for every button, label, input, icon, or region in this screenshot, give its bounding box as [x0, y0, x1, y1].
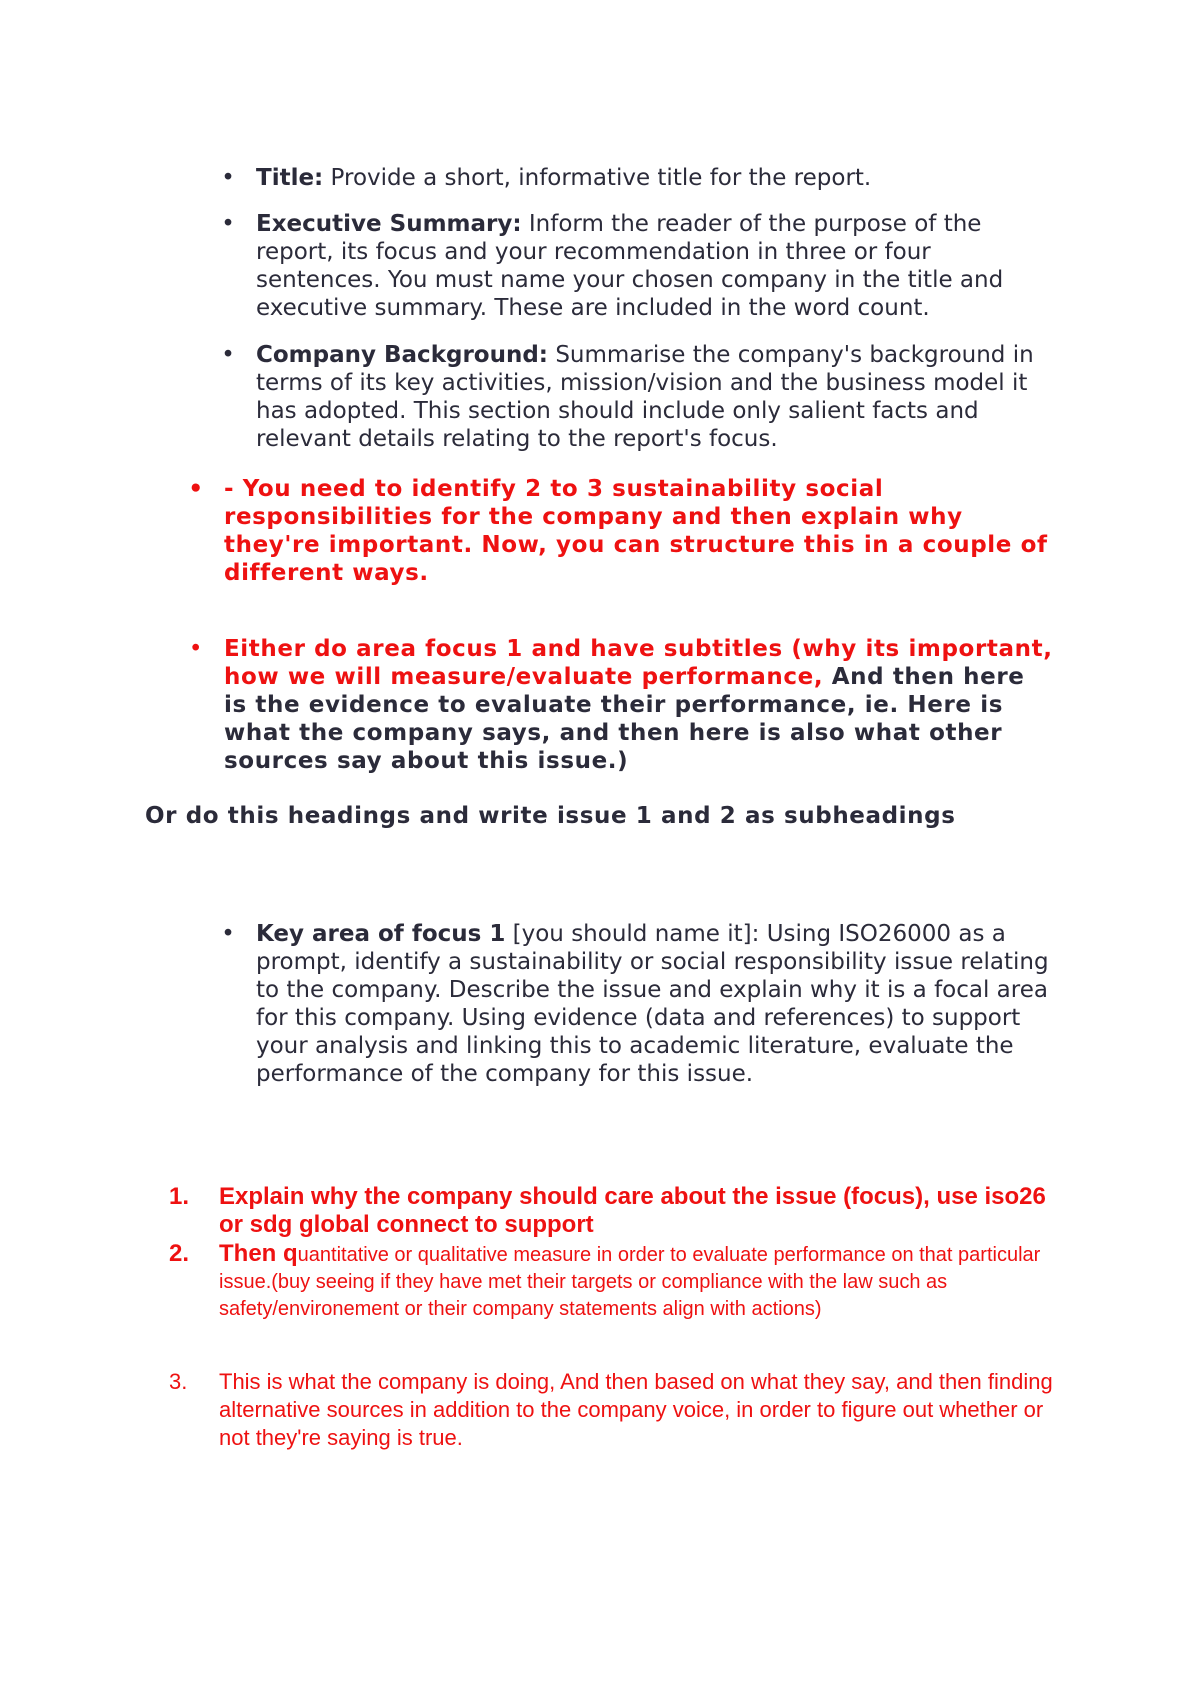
- item-number: 3.: [169, 1369, 188, 1394]
- bullet-title: [221, 164, 1056, 192]
- red-note: [188, 475, 1054, 587]
- numbered-item-2: [169, 1240, 1059, 1323]
- item-number: 2.: [169, 1240, 190, 1267]
- bullet-marker: •: [221, 211, 235, 237]
- red-note-text: - You need to identify 2 to 3 sustainability social responsibilities for the company and then explain why they're important. Now, you can structure this in a couple of different ways.: [224, 476, 1048, 586]
- bullet-marker: •: [221, 921, 235, 947]
- bullet-executive-summary: [221, 210, 1056, 322]
- item-text: This is what the company is doing, And then based on what they say, and then finding alternative sources in addition to the company voice, in order to figure out whether or not they're saying is true.: [219, 1369, 1053, 1450]
- bullet-marker: •: [221, 342, 235, 368]
- bullet-marker: •: [221, 165, 235, 191]
- bullet-marker: •: [188, 476, 204, 502]
- bullet-text: [you should name it]: Using ISO26000 as a prompt, identify a sustainability or social responsibility issue relating to the company. Describe the issue and explain why it is a focal area for this company. Using evidence (data and references) to support your analysis and linking this to academic literature, evaluate the performance of the company for this issue.: [256, 921, 1049, 1087]
- bullet-label: Company Background:: [256, 342, 549, 368]
- bullet-marker: •: [188, 636, 204, 662]
- either-red-text: Either do area focus 1 and have subtitles (why its important, how we will measure/evaluate performance,: [224, 636, 1053, 690]
- numbered-item-3: [169, 1368, 1059, 1452]
- bullet-label: Key area of focus 1: [256, 921, 506, 947]
- item-number: 1.: [169, 1183, 190, 1210]
- bullet-text: Summarise the company's background in terms of its key activities, mission/vision and the business model it has adopted. This section should include only salient facts and relevant details relating to the report's focus.: [256, 342, 1034, 452]
- numbered-item-1: [169, 1183, 1059, 1239]
- item-bold-text: Then q: [219, 1240, 298, 1267]
- bullet-text: Inform the reader of the purpose of the report, its focus and your recommendation in three or four sentences. You must name your chosen company in the title and executive summary. These are included in the word count.: [256, 211, 1004, 321]
- either-dark-text: And then here is the evidence to evaluate their performance, ie. Here is what the company says, and then here is also what other sources say about this issue.): [224, 664, 1025, 774]
- bullet-text: Provide a short, informative title for the report.: [323, 165, 872, 191]
- either-note: [188, 635, 1054, 775]
- item-text: uantitative or qualitative measure in order to evaluate performance on that particular issue.(buy seeing if they have met their targets or compliance with the law such as safety/environement or their company statements align with actions): [219, 1244, 1041, 1320]
- bullet-label: Title:: [256, 165, 324, 191]
- bullet-company-background: [221, 341, 1056, 453]
- bullet-key-area: [221, 920, 1056, 1088]
- bullet-label: Executive Summary:: [256, 211, 522, 237]
- or-line: Or do this headings and write issue 1 and 2 as subheadings: [145, 803, 956, 829]
- item-bold-text: Explain why the company should care about the issue (focus), use iso26 or sdg global connect to support: [219, 1183, 1046, 1238]
